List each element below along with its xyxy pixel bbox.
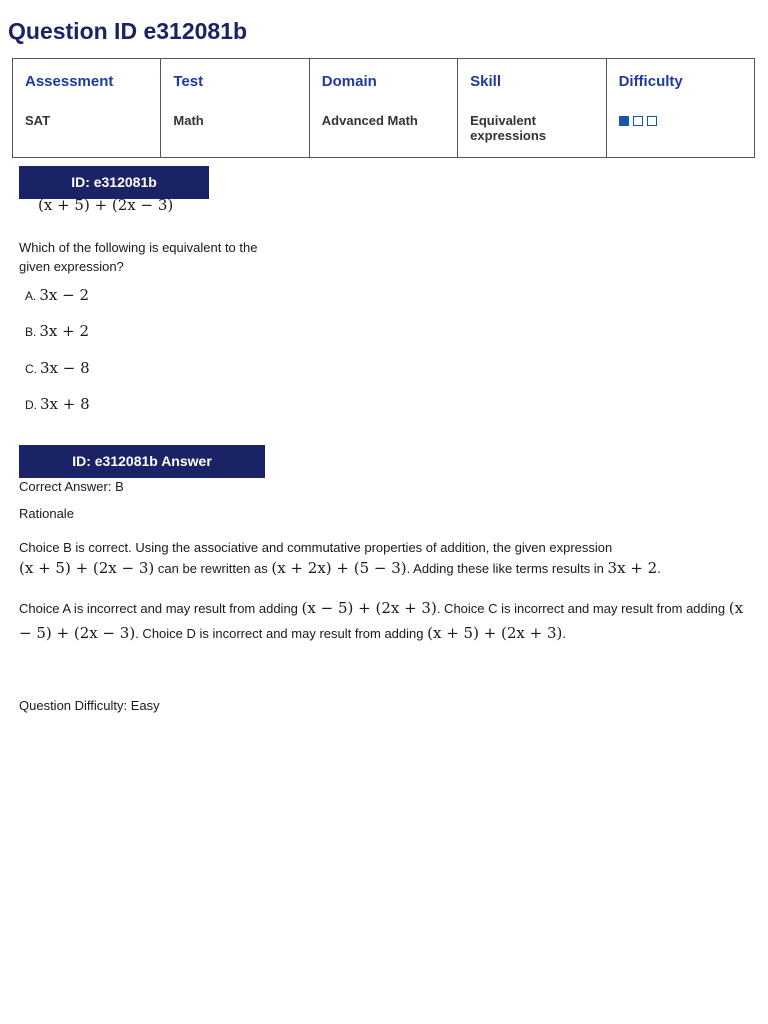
rationale-heading: Rationale xyxy=(19,506,74,521)
meta-cell-domain xyxy=(309,59,457,158)
difficulty-indicator xyxy=(619,116,742,126)
assessment-value: SAT xyxy=(25,113,51,128)
test-value: Math xyxy=(173,113,204,128)
test-label: Test xyxy=(173,73,204,90)
rationale-text: can be rewritten as xyxy=(157,561,268,576)
difficulty-square-empty xyxy=(633,116,643,126)
difficulty-square-empty xyxy=(647,116,657,126)
choice-c[interactable] xyxy=(25,359,90,377)
rationale-expression: 3x + 2 xyxy=(607,559,658,577)
rationale-expression: (x + 5) + (2x − 3) xyxy=(19,559,155,577)
difficulty-square-filled xyxy=(619,116,629,126)
given-expression: (x + 5) + (2x − 3) xyxy=(38,196,174,214)
rationale-expression: (x + 2x) + (5 − 3) xyxy=(271,559,407,577)
question-prompt: Which of the following is equivalent to the given expression? xyxy=(19,240,258,274)
choice-letter: B. xyxy=(25,325,37,339)
meta-cell-skill xyxy=(458,59,606,158)
meta-cell-test xyxy=(161,59,309,158)
domain-label: Domain xyxy=(321,73,377,90)
rationale-text: . Choice D is incorrect and may result from adding xyxy=(135,626,424,641)
choice-d[interactable] xyxy=(25,395,90,413)
rationale-text: . Choice C is incorrect and may result from adding xyxy=(436,601,726,616)
rationale-text: . xyxy=(562,626,567,641)
choice-expression: 3x + 8 xyxy=(40,395,90,413)
skill-label: Skill xyxy=(470,73,502,90)
rationale-text: Choice B is correct. Using the associative and commutative properties of addition, the given expression xyxy=(19,540,613,555)
choice-expression: 3x + 2 xyxy=(39,322,89,340)
question-id-banner: ID: e312081b xyxy=(19,166,209,199)
question-meta-table xyxy=(12,58,755,158)
question-difficulty: Question Difficulty: Easy xyxy=(19,698,160,713)
choice-expression: 3x − 8 xyxy=(40,359,90,377)
rationale-text: . xyxy=(657,561,661,576)
assessment-label: Assessment xyxy=(25,73,114,90)
answer-id-banner: ID: e312081b Answer xyxy=(19,445,265,478)
choice-a[interactable] xyxy=(25,286,89,304)
rationale-text: . Adding these like terms results in xyxy=(406,561,604,576)
skill-value: Equivalent expressions xyxy=(470,113,547,143)
choice-b[interactable] xyxy=(25,322,89,340)
meta-cell-assessment xyxy=(13,59,161,158)
difficulty-label: Difficulty xyxy=(618,73,683,90)
domain-value: Advanced Math xyxy=(321,113,418,128)
choice-expression: 3x − 2 xyxy=(39,286,89,304)
correct-answer: Correct Answer: B xyxy=(19,479,124,494)
choice-letter: C. xyxy=(25,362,37,376)
rationale-paragraph-2 xyxy=(19,596,744,646)
rationale-text: Choice A is incorrect and may result from adding xyxy=(19,601,298,616)
choice-letter: A. xyxy=(25,289,37,303)
choice-letter: D. xyxy=(25,398,37,412)
rationale-paragraph-1 xyxy=(19,537,739,579)
rationale-expression: (x − 5) + (2x + 3) xyxy=(301,599,437,617)
rationale-expression: (x − 5) + (2x − 3) xyxy=(19,599,744,642)
page-title: Question ID e312081b xyxy=(8,18,248,44)
meta-cell-difficulty xyxy=(606,59,754,158)
rationale-expression: (x + 5) + (2x + 3) xyxy=(427,624,563,642)
